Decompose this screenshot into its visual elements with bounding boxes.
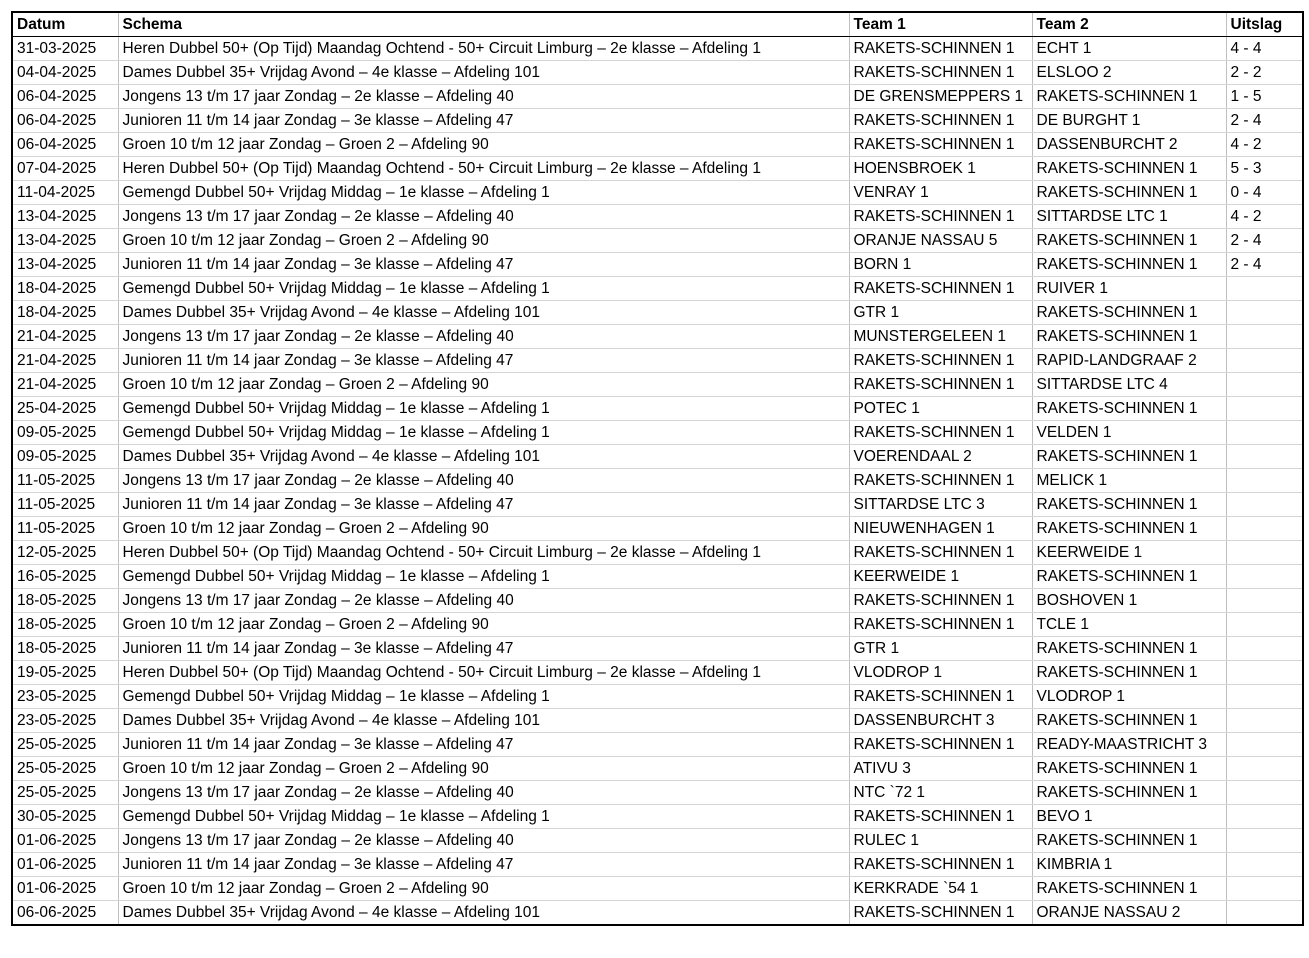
match-schedule-table bbox=[11, 11, 1304, 926]
cell-schema: Heren Dubbel 50+ (Op Tijd) Maandag Ochtend - 50+ Circuit Limburg – 2e klasse – Afdeling 1 bbox=[118, 661, 849, 685]
cell-schema: Groen 10 t/m 12 jaar Zondag – Groen 2 – Afdeling 90 bbox=[118, 517, 849, 541]
cell-team1: RAKETS-SCHINNEN 1 bbox=[849, 61, 1032, 85]
cell-team1: HOENSBROEK 1 bbox=[849, 157, 1032, 181]
cell-team1: KERKRADE `54 1 bbox=[849, 877, 1032, 901]
cell-schema: Dames Dubbel 35+ Vrijdag Avond – 4e klasse – Afdeling 101 bbox=[118, 709, 849, 733]
table-row bbox=[12, 805, 1303, 829]
cell-team2: RUIVER 1 bbox=[1032, 277, 1226, 301]
cell-result bbox=[1226, 781, 1303, 805]
cell-result: 2 - 4 bbox=[1226, 229, 1303, 253]
cell-result bbox=[1226, 541, 1303, 565]
cell-team2: ECHT 1 bbox=[1032, 37, 1226, 61]
cell-team1: GTR 1 bbox=[849, 301, 1032, 325]
cell-team2: TCLE 1 bbox=[1032, 613, 1226, 637]
cell-result bbox=[1226, 877, 1303, 901]
cell-team2: RAKETS-SCHINNEN 1 bbox=[1032, 781, 1226, 805]
table-row bbox=[12, 181, 1303, 205]
table-row bbox=[12, 157, 1303, 181]
cell-team2: VLODROP 1 bbox=[1032, 685, 1226, 709]
cell-result bbox=[1226, 757, 1303, 781]
cell-result bbox=[1226, 397, 1303, 421]
table-row bbox=[12, 709, 1303, 733]
cell-result bbox=[1226, 517, 1303, 541]
cell-result: 4 - 2 bbox=[1226, 205, 1303, 229]
table-row bbox=[12, 565, 1303, 589]
cell-date: 06-04-2025 bbox=[12, 109, 118, 133]
cell-result bbox=[1226, 805, 1303, 829]
cell-date: 18-05-2025 bbox=[12, 637, 118, 661]
cell-date: 04-04-2025 bbox=[12, 61, 118, 85]
cell-result bbox=[1226, 685, 1303, 709]
cell-date: 13-04-2025 bbox=[12, 205, 118, 229]
cell-team2: READY-MAASTRICHT 3 bbox=[1032, 733, 1226, 757]
cell-team2: RAKETS-SCHINNEN 1 bbox=[1032, 661, 1226, 685]
cell-schema: Heren Dubbel 50+ (Op Tijd) Maandag Ochtend - 50+ Circuit Limburg – 2e klasse – Afdeling 1 bbox=[118, 37, 849, 61]
cell-result bbox=[1226, 469, 1303, 493]
cell-result bbox=[1226, 613, 1303, 637]
cell-team2: MELICK 1 bbox=[1032, 469, 1226, 493]
cell-schema: Dames Dubbel 35+ Vrijdag Avond – 4e klasse – Afdeling 101 bbox=[118, 61, 849, 85]
table-row bbox=[12, 253, 1303, 277]
table-row bbox=[12, 445, 1303, 469]
cell-team1: RAKETS-SCHINNEN 1 bbox=[849, 277, 1032, 301]
cell-team1: RAKETS-SCHINNEN 1 bbox=[849, 733, 1032, 757]
cell-team1: RAKETS-SCHINNEN 1 bbox=[849, 853, 1032, 877]
cell-schema: Groen 10 t/m 12 jaar Zondag – Groen 2 – Afdeling 90 bbox=[118, 133, 849, 157]
cell-schema: Junioren 11 t/m 14 jaar Zondag – 3e klasse – Afdeling 47 bbox=[118, 493, 849, 517]
table-row bbox=[12, 421, 1303, 445]
cell-schema: Jongens 13 t/m 17 jaar Zondag – 2e klasse – Afdeling 40 bbox=[118, 325, 849, 349]
cell-team1: RAKETS-SCHINNEN 1 bbox=[849, 613, 1032, 637]
cell-schema: Junioren 11 t/m 14 jaar Zondag – 3e klasse – Afdeling 47 bbox=[118, 733, 849, 757]
cell-date: 25-04-2025 bbox=[12, 397, 118, 421]
cell-result bbox=[1226, 445, 1303, 469]
cell-team2: KIMBRIA 1 bbox=[1032, 853, 1226, 877]
cell-team2: RAKETS-SCHINNEN 1 bbox=[1032, 301, 1226, 325]
cell-result bbox=[1226, 421, 1303, 445]
cell-date: 13-04-2025 bbox=[12, 253, 118, 277]
cell-team1: RAKETS-SCHINNEN 1 bbox=[849, 901, 1032, 926]
table-row bbox=[12, 661, 1303, 685]
cell-team1: POTEC 1 bbox=[849, 397, 1032, 421]
table-row bbox=[12, 901, 1303, 926]
cell-team2: RAKETS-SCHINNEN 1 bbox=[1032, 229, 1226, 253]
cell-schema: Heren Dubbel 50+ (Op Tijd) Maandag Ochtend - 50+ Circuit Limburg – 2e klasse – Afdeling 1 bbox=[118, 157, 849, 181]
cell-schema: Junioren 11 t/m 14 jaar Zondag – 3e klasse – Afdeling 47 bbox=[118, 853, 849, 877]
cell-team1: RAKETS-SCHINNEN 1 bbox=[849, 37, 1032, 61]
cell-schema: Jongens 13 t/m 17 jaar Zondag – 2e klasse – Afdeling 40 bbox=[118, 469, 849, 493]
table-row bbox=[12, 349, 1303, 373]
table-row bbox=[12, 37, 1303, 61]
cell-date: 21-04-2025 bbox=[12, 373, 118, 397]
cell-schema: Jongens 13 t/m 17 jaar Zondag – 2e klasse – Afdeling 40 bbox=[118, 589, 849, 613]
cell-team2: RAKETS-SCHINNEN 1 bbox=[1032, 157, 1226, 181]
cell-result: 1 - 5 bbox=[1226, 85, 1303, 109]
cell-team2: RAKETS-SCHINNEN 1 bbox=[1032, 445, 1226, 469]
cell-schema: Heren Dubbel 50+ (Op Tijd) Maandag Ochtend - 50+ Circuit Limburg – 2e klasse – Afdeling 1 bbox=[118, 541, 849, 565]
cell-result bbox=[1226, 493, 1303, 517]
cell-team2: SITTARDSE LTC 1 bbox=[1032, 205, 1226, 229]
cell-team2: RAKETS-SCHINNEN 1 bbox=[1032, 877, 1226, 901]
cell-date: 01-06-2025 bbox=[12, 877, 118, 901]
cell-team2: SITTARDSE LTC 4 bbox=[1032, 373, 1226, 397]
table-row bbox=[12, 733, 1303, 757]
cell-result: 2 - 2 bbox=[1226, 61, 1303, 85]
cell-date: 12-05-2025 bbox=[12, 541, 118, 565]
cell-schema: Gemengd Dubbel 50+ Vrijdag Middag – 1e klasse – Afdeling 1 bbox=[118, 277, 849, 301]
cell-team1: RAKETS-SCHINNEN 1 bbox=[849, 109, 1032, 133]
table-row bbox=[12, 637, 1303, 661]
cell-result bbox=[1226, 901, 1303, 926]
table-row bbox=[12, 517, 1303, 541]
cell-date: 25-05-2025 bbox=[12, 733, 118, 757]
table-row bbox=[12, 589, 1303, 613]
cell-team2: RAKETS-SCHINNEN 1 bbox=[1032, 637, 1226, 661]
cell-date: 25-05-2025 bbox=[12, 757, 118, 781]
cell-team2: RAKETS-SCHINNEN 1 bbox=[1032, 493, 1226, 517]
cell-schema: Jongens 13 t/m 17 jaar Zondag – 2e klasse – Afdeling 40 bbox=[118, 829, 849, 853]
column-header-schema: Schema bbox=[118, 12, 849, 37]
cell-team1: BORN 1 bbox=[849, 253, 1032, 277]
table-row bbox=[12, 469, 1303, 493]
cell-date: 11-05-2025 bbox=[12, 517, 118, 541]
cell-schema: Groen 10 t/m 12 jaar Zondag – Groen 2 – Afdeling 90 bbox=[118, 229, 849, 253]
cell-team2: RAKETS-SCHINNEN 1 bbox=[1032, 565, 1226, 589]
cell-date: 31-03-2025 bbox=[12, 37, 118, 61]
table-row bbox=[12, 829, 1303, 853]
cell-date: 30-05-2025 bbox=[12, 805, 118, 829]
cell-team2: KEERWEIDE 1 bbox=[1032, 541, 1226, 565]
cell-team1: DASSENBURCHT 3 bbox=[849, 709, 1032, 733]
cell-date: 06-04-2025 bbox=[12, 133, 118, 157]
cell-team1: RAKETS-SCHINNEN 1 bbox=[849, 685, 1032, 709]
table-row bbox=[12, 493, 1303, 517]
cell-result: 4 - 4 bbox=[1226, 37, 1303, 61]
column-header-team1: Team 1 bbox=[849, 12, 1032, 37]
cell-date: 16-05-2025 bbox=[12, 565, 118, 589]
cell-team2: VELDEN 1 bbox=[1032, 421, 1226, 445]
cell-schema: Dames Dubbel 35+ Vrijdag Avond – 4e klasse – Afdeling 101 bbox=[118, 445, 849, 469]
cell-date: 06-06-2025 bbox=[12, 901, 118, 926]
cell-team1: NIEUWENHAGEN 1 bbox=[849, 517, 1032, 541]
table-row bbox=[12, 373, 1303, 397]
cell-result bbox=[1226, 349, 1303, 373]
cell-result: 5 - 3 bbox=[1226, 157, 1303, 181]
cell-schema: Groen 10 t/m 12 jaar Zondag – Groen 2 – Afdeling 90 bbox=[118, 373, 849, 397]
cell-team1: RAKETS-SCHINNEN 1 bbox=[849, 469, 1032, 493]
cell-team2: BEVO 1 bbox=[1032, 805, 1226, 829]
cell-team2: DASSENBURCHT 2 bbox=[1032, 133, 1226, 157]
cell-schema: Gemengd Dubbel 50+ Vrijdag Middag – 1e klasse – Afdeling 1 bbox=[118, 565, 849, 589]
cell-team2: DE BURGHT 1 bbox=[1032, 109, 1226, 133]
cell-team1: MUNSTERGELEEN 1 bbox=[849, 325, 1032, 349]
cell-schema: Gemengd Dubbel 50+ Vrijdag Middag – 1e klasse – Afdeling 1 bbox=[118, 805, 849, 829]
cell-date: 06-04-2025 bbox=[12, 85, 118, 109]
cell-schema: Groen 10 t/m 12 jaar Zondag – Groen 2 – Afdeling 90 bbox=[118, 613, 849, 637]
cell-result: 0 - 4 bbox=[1226, 181, 1303, 205]
cell-schema: Jongens 13 t/m 17 jaar Zondag – 2e klasse – Afdeling 40 bbox=[118, 205, 849, 229]
column-header-date: Datum bbox=[12, 12, 118, 37]
cell-schema: Groen 10 t/m 12 jaar Zondag – Groen 2 – Afdeling 90 bbox=[118, 757, 849, 781]
cell-team2: RAKETS-SCHINNEN 1 bbox=[1032, 397, 1226, 421]
cell-date: 18-05-2025 bbox=[12, 589, 118, 613]
cell-result bbox=[1226, 829, 1303, 853]
cell-result bbox=[1226, 661, 1303, 685]
cell-team2: ORANJE NASSAU 2 bbox=[1032, 901, 1226, 926]
cell-result: 2 - 4 bbox=[1226, 109, 1303, 133]
cell-team2: RAKETS-SCHINNEN 1 bbox=[1032, 325, 1226, 349]
cell-team1: RAKETS-SCHINNEN 1 bbox=[849, 349, 1032, 373]
cell-team2: RAKETS-SCHINNEN 1 bbox=[1032, 181, 1226, 205]
table-row bbox=[12, 325, 1303, 349]
cell-schema: Gemengd Dubbel 50+ Vrijdag Middag – 1e klasse – Afdeling 1 bbox=[118, 397, 849, 421]
cell-schema: Dames Dubbel 35+ Vrijdag Avond – 4e klasse – Afdeling 101 bbox=[118, 301, 849, 325]
cell-date: 18-05-2025 bbox=[12, 613, 118, 637]
cell-result bbox=[1226, 637, 1303, 661]
cell-team2: BOSHOVEN 1 bbox=[1032, 589, 1226, 613]
cell-team2: RAKETS-SCHINNEN 1 bbox=[1032, 517, 1226, 541]
table-row bbox=[12, 229, 1303, 253]
column-header-team2: Team 2 bbox=[1032, 12, 1226, 37]
table-row bbox=[12, 541, 1303, 565]
cell-date: 23-05-2025 bbox=[12, 709, 118, 733]
table-row bbox=[12, 757, 1303, 781]
cell-result bbox=[1226, 709, 1303, 733]
cell-date: 09-05-2025 bbox=[12, 421, 118, 445]
cell-team1: VOERENDAAL 2 bbox=[849, 445, 1032, 469]
cell-date: 18-04-2025 bbox=[12, 277, 118, 301]
table-row bbox=[12, 109, 1303, 133]
cell-date: 21-04-2025 bbox=[12, 349, 118, 373]
cell-team1: ORANJE NASSAU 5 bbox=[849, 229, 1032, 253]
column-header-result: Uitslag bbox=[1226, 12, 1303, 37]
cell-date: 11-04-2025 bbox=[12, 181, 118, 205]
cell-team1: VENRAY 1 bbox=[849, 181, 1032, 205]
cell-date: 11-05-2025 bbox=[12, 493, 118, 517]
cell-team1: VLODROP 1 bbox=[849, 661, 1032, 685]
cell-schema: Junioren 11 t/m 14 jaar Zondag – 3e klasse – Afdeling 47 bbox=[118, 349, 849, 373]
cell-team2: RAKETS-SCHINNEN 1 bbox=[1032, 85, 1226, 109]
table-row bbox=[12, 277, 1303, 301]
cell-team2: RAKETS-SCHINNEN 1 bbox=[1032, 709, 1226, 733]
cell-result bbox=[1226, 373, 1303, 397]
cell-schema: Gemengd Dubbel 50+ Vrijdag Middag – 1e klasse – Afdeling 1 bbox=[118, 685, 849, 709]
cell-team1: RAKETS-SCHINNEN 1 bbox=[849, 541, 1032, 565]
cell-schema: Jongens 13 t/m 17 jaar Zondag – 2e klasse – Afdeling 40 bbox=[118, 85, 849, 109]
cell-result bbox=[1226, 277, 1303, 301]
cell-result bbox=[1226, 301, 1303, 325]
cell-date: 21-04-2025 bbox=[12, 325, 118, 349]
cell-team1: RAKETS-SCHINNEN 1 bbox=[849, 133, 1032, 157]
table-row bbox=[12, 205, 1303, 229]
cell-result: 4 - 2 bbox=[1226, 133, 1303, 157]
cell-schema: Junioren 11 t/m 14 jaar Zondag – 3e klasse – Afdeling 47 bbox=[118, 109, 849, 133]
cell-schema: Junioren 11 t/m 14 jaar Zondag – 3e klasse – Afdeling 47 bbox=[118, 637, 849, 661]
cell-date: 01-06-2025 bbox=[12, 853, 118, 877]
cell-team2: RAKETS-SCHINNEN 1 bbox=[1032, 253, 1226, 277]
cell-date: 18-04-2025 bbox=[12, 301, 118, 325]
cell-team1: RAKETS-SCHINNEN 1 bbox=[849, 589, 1032, 613]
cell-date: 11-05-2025 bbox=[12, 469, 118, 493]
table-row bbox=[12, 397, 1303, 421]
cell-team1: DE GRENSMEPPERS 1 bbox=[849, 85, 1032, 109]
cell-result: 2 - 4 bbox=[1226, 253, 1303, 277]
cell-date: 13-04-2025 bbox=[12, 229, 118, 253]
table-row bbox=[12, 85, 1303, 109]
cell-schema: Gemengd Dubbel 50+ Vrijdag Middag – 1e klasse – Afdeling 1 bbox=[118, 181, 849, 205]
cell-schema: Gemengd Dubbel 50+ Vrijdag Middag – 1e klasse – Afdeling 1 bbox=[118, 421, 849, 445]
cell-date: 19-05-2025 bbox=[12, 661, 118, 685]
cell-schema: Jongens 13 t/m 17 jaar Zondag – 2e klasse – Afdeling 40 bbox=[118, 781, 849, 805]
cell-date: 07-04-2025 bbox=[12, 157, 118, 181]
cell-team2: RAKETS-SCHINNEN 1 bbox=[1032, 829, 1226, 853]
cell-schema: Junioren 11 t/m 14 jaar Zondag – 3e klasse – Afdeling 47 bbox=[118, 253, 849, 277]
cell-team2: ELSLOO 2 bbox=[1032, 61, 1226, 85]
cell-team1: RULEC 1 bbox=[849, 829, 1032, 853]
table-header-row bbox=[12, 12, 1303, 37]
cell-team1: RAKETS-SCHINNEN 1 bbox=[849, 805, 1032, 829]
cell-schema: Groen 10 t/m 12 jaar Zondag – Groen 2 – Afdeling 90 bbox=[118, 877, 849, 901]
cell-team1: NTC `72 1 bbox=[849, 781, 1032, 805]
table-row bbox=[12, 877, 1303, 901]
table-row bbox=[12, 133, 1303, 157]
cell-team1: SITTARDSE LTC 3 bbox=[849, 493, 1032, 517]
cell-team1: RAKETS-SCHINNEN 1 bbox=[849, 421, 1032, 445]
cell-team2: RAPID-LANDGRAAF 2 bbox=[1032, 349, 1226, 373]
cell-date: 09-05-2025 bbox=[12, 445, 118, 469]
table-row bbox=[12, 781, 1303, 805]
cell-team2: RAKETS-SCHINNEN 1 bbox=[1032, 757, 1226, 781]
cell-result bbox=[1226, 733, 1303, 757]
cell-result bbox=[1226, 325, 1303, 349]
cell-team1: RAKETS-SCHINNEN 1 bbox=[849, 373, 1032, 397]
cell-result bbox=[1226, 565, 1303, 589]
cell-schema: Dames Dubbel 35+ Vrijdag Avond – 4e klasse – Afdeling 101 bbox=[118, 901, 849, 926]
cell-result bbox=[1226, 589, 1303, 613]
table-row bbox=[12, 685, 1303, 709]
cell-team1: RAKETS-SCHINNEN 1 bbox=[849, 205, 1032, 229]
table-row bbox=[12, 61, 1303, 85]
cell-team1: ATIVU 3 bbox=[849, 757, 1032, 781]
table-row bbox=[12, 613, 1303, 637]
cell-result bbox=[1226, 853, 1303, 877]
table-body bbox=[12, 37, 1303, 926]
cell-date: 25-05-2025 bbox=[12, 781, 118, 805]
table-row bbox=[12, 853, 1303, 877]
cell-date: 23-05-2025 bbox=[12, 685, 118, 709]
cell-team1: GTR 1 bbox=[849, 637, 1032, 661]
cell-date: 01-06-2025 bbox=[12, 829, 118, 853]
cell-team1: KEERWEIDE 1 bbox=[849, 565, 1032, 589]
table-row bbox=[12, 301, 1303, 325]
